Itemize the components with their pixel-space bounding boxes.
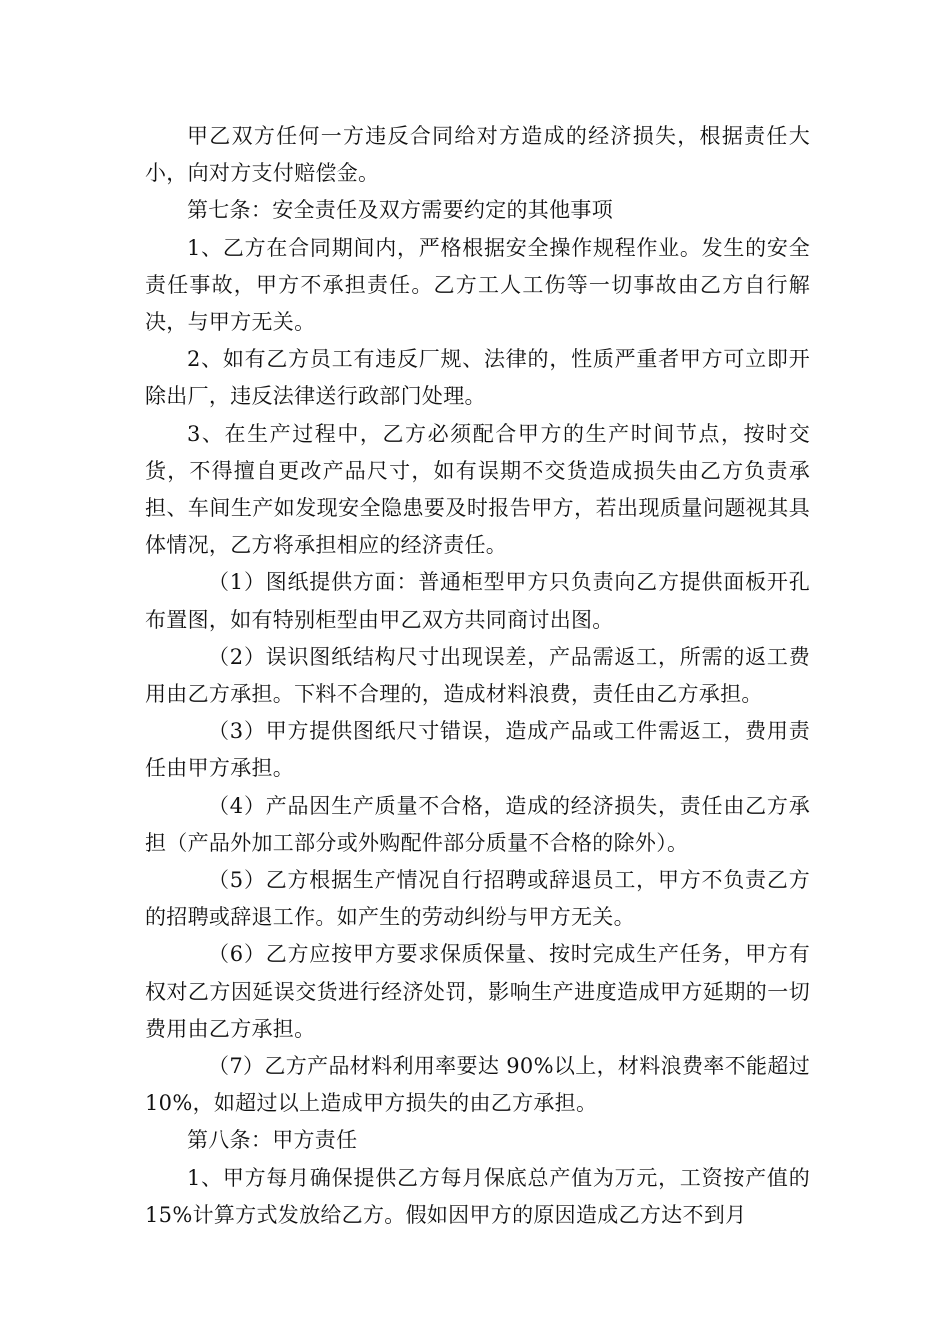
article-7-clause-3: 3、在生产过程中，乙方必须配合甲方的生产时间节点，按时交货，不得擅自更改产品尺寸，如有误期不交货造成损失由乙方负责承担、车间生产如发现安全隐患要及时报告甲方，若出现质量问题视其具体情况，乙方将承担相应的经济责任。 bbox=[145, 421, 810, 558]
article-7-heading: 第七条：安全责任及双方需要约定的其他事项 bbox=[187, 198, 613, 223]
article-8-heading: 第八条：甲方责任 bbox=[187, 1128, 358, 1153]
clause-3-item-5: （5）乙方根据生产情况自行招聘或辞退员工，甲方不负责乙方的招聘或辞退工作。如产生的劳动纠纷与甲方无关。 bbox=[145, 868, 810, 930]
clause-3-item-4: （4）产品因生产质量不合格，造成的经济损失，责任由乙方承担（产品外加工部分或外购配件部分质量不合格的除外）。 bbox=[145, 793, 810, 855]
clause-3-item-1: （1）图纸提供方面：普通柜型甲方只负责向乙方提供面板开孔布置图，如有特别柜型由甲乙双方共同商讨出图。 bbox=[145, 570, 810, 632]
paragraph-compensation: 甲乙双方任何一方违反合同给对方造成的经济损失，根据责任大小，向对方支付赔偿金。 bbox=[145, 124, 810, 186]
article-7-clause-2: 2、如有乙方员工有违反厂规、法律的，性质严重者甲方可立即开除出厂，违反法律送行政部门处理。 bbox=[145, 347, 810, 409]
clause-3-item-3: （3）甲方提供图纸尺寸错误，造成产品或工件需返工，费用责任由甲方承担。 bbox=[145, 719, 810, 781]
clause-3-item-6: （6）乙方应按甲方要求保质保量、按时完成生产任务，甲方有权对乙方因延误交货进行经济处罚，影响生产进度造成甲方延期的一切费用由乙方承担。 bbox=[145, 942, 810, 1041]
clause-3-item-2: （2）误识图纸结构尺寸出现误差，产品需返工，所需的返工费用由乙方承担。下料不合理的，造成材料浪费，责任由乙方承担。 bbox=[145, 644, 810, 707]
article-8-clause-1: 1、甲方每月确保提供乙方每月保底总产值为万元，工资按产值的 15%计算方式发放给乙方。假如因甲方的原因造成乙方达不到月 bbox=[145, 1165, 810, 1227]
document-body bbox=[145, 118, 810, 1234]
clause-3-item-7: （7）乙方产品材料利用率要达 90%以上，材料浪费率不能超过 10%，如超过以上造成甲方损失的由乙方承担。 bbox=[145, 1054, 810, 1116]
article-7-clause-1: 1、乙方在合同期间内，严格根据安全操作规程作业。发生的安全责任事故，甲方不承担责任。乙方工人工伤等一切事故由乙方自行解决，与甲方无关。 bbox=[145, 235, 810, 335]
